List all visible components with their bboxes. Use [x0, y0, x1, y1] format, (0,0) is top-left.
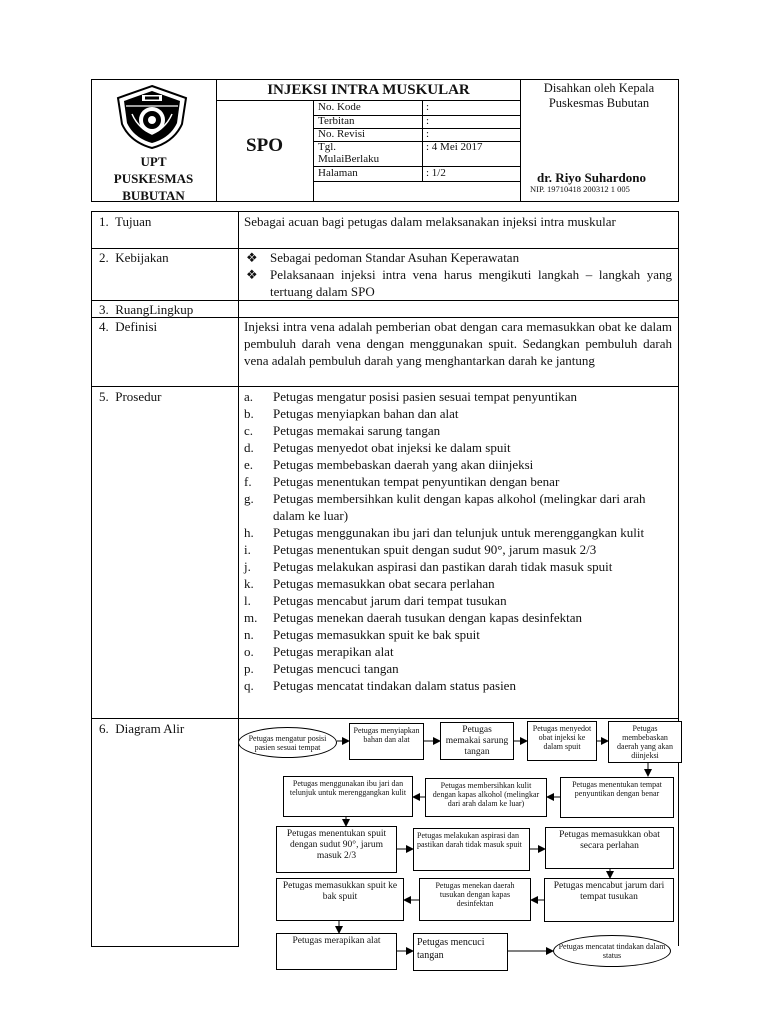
signer-nip: NIP. 19710418 200312 1 005 — [530, 184, 630, 194]
list-item: b. Petugas menyiapkan bahan dan alat — [244, 406, 459, 421]
kebijakan-item-1: Sebagai pedoman Standar Asuhan Keperawatan — [270, 250, 520, 265]
list-item: f. Petugas menentukan tempat penyuntikan dengan benar — [244, 474, 560, 489]
list-item: g. Petugas membersihkan kulit dengan kapas alkohol (melingkar dari arah dalam ke luar) — [244, 491, 646, 523]
list-item: n. Petugas memasukkan spuit ke bak spuit — [244, 627, 480, 642]
list-item: m. Petugas menekan daerah tusukan dengan kapas desinfektan — [244, 610, 583, 625]
list-item: j. Petugas melakukan aspirasi dan pastikan darah tidak masuk spuit — [244, 559, 613, 574]
list-item: h. Petugas menggunakan ibu jari dan telunjuk untuk merenggangkan kulit — [244, 525, 645, 540]
approval-line1: Disahkan oleh Kepala — [543, 81, 655, 95]
section-label-kebijakan: 2. Kebijakan — [99, 250, 169, 265]
kebijakan-item-2: Pelaksanaan injeksi intra vena harus mengikuti langkah – langkah yang tertuang dalam SPO — [270, 267, 672, 299]
flow-node: Petugas memasukkan obat secara perlahan — [545, 827, 674, 869]
diamond-bullet-icon: ❖ — [246, 267, 258, 282]
section-label-ruang-lingkup: 3. RuangLingkup — [99, 302, 194, 317]
spo-label: SPO — [246, 135, 283, 156]
tujuan-text: Sebagai acuan bagi petugas dalam melaksanakan injeksi intra muskular — [244, 214, 616, 229]
field-label-tgl: Tgl. — [318, 141, 337, 153]
flow-end-node: Petugas mencatat tindakan dalam status — [553, 935, 671, 967]
flow-node: Petugas merapikan alat — [276, 933, 397, 970]
flow-node: Petugas memasukkan spuit ke bak spuit — [276, 878, 404, 921]
field-value-tgl: : 4 Mei 2017 — [426, 141, 483, 153]
list-item: d. Petugas menyedot obat injeksi ke dalam spuit — [244, 440, 511, 455]
list-item: a. Petugas mengatur posisi pasien sesuai tempat penyuntikan — [244, 389, 577, 404]
document-title: INJEKSI INTRA MUSKULAR — [267, 82, 470, 98]
org-name-line2: PUSKESMAS — [113, 171, 194, 186]
flow-node: Petugas menentukan spuit dengan sudut 90°, jarum masuk 2/3 — [276, 826, 397, 873]
flow-node: Petugas memakai sarung tangan — [440, 722, 514, 760]
list-item: i. Petugas menentukan spuit dengan sudut 90°, jarum masuk 2/3 — [244, 542, 597, 557]
approval-line2: Puskesmas Bubutan — [548, 96, 650, 110]
field-label-kode: No. Kode — [318, 101, 361, 113]
flow-start-node: Petugas mengatur posisi pasien sesuai tempat — [238, 727, 337, 758]
list-item: e. Petugas membebaskan daerah yang akan diinjeksi — [244, 457, 534, 472]
field-label-halaman: Halaman — [318, 167, 358, 179]
list-item: o. Petugas merapikan alat — [244, 644, 394, 659]
field-value-halaman: : 1/2 — [426, 167, 446, 179]
definisi-text: Injeksi intra vena adalah pemberian obat dengan cara memasukkan obat ke dalam pembuluh darah vena dengan menggunakan spuit. Sedangkan pembuluh darah vena adalah pembuluh darah yang menghantarkan darah ke jantung — [244, 319, 672, 368]
flow-node: Petugas membebaskan daerah yang akan diinjeksi — [608, 721, 682, 763]
list-item: l. Petugas mencabut jarum dari tempat tusukan — [244, 593, 507, 608]
section-label-diagram-alir: 6. Diagram Alir — [99, 721, 185, 736]
field-label-mulaiberlaku: MulaiBerlaku — [318, 153, 380, 165]
field-value-kode: : — [426, 101, 430, 113]
flow-node: Petugas mencabut jarum dari tempat tusukan — [544, 878, 674, 922]
org-name-line3: BUBUTAN — [122, 188, 185, 203]
section-label-definisi: 4. Definisi — [99, 319, 158, 334]
list-item: k. Petugas memasukkan obat secara perlahan — [244, 576, 495, 591]
signer-name: dr. Riyo Suhardono — [537, 170, 646, 185]
section-label-tujuan: 1. Tujuan — [99, 214, 152, 229]
flow-node: Petugas menggunakan ibu jari dan telunjuk untuk merenggangkan kulit — [283, 776, 413, 817]
diamond-bullet-icon: ❖ — [246, 250, 258, 265]
org-name-line1: UPT — [140, 154, 167, 169]
flow-node: Petugas melakukan aspirasi dan pastikan darah tidak masuk spuit — [413, 828, 530, 871]
flow-node: Petugas menekan daerah tusukan dengan kapas desinfektan — [419, 878, 531, 921]
section-label-prosedur: 5. Prosedur — [99, 389, 162, 404]
flow-node: Petugas membersihkan kulit dengan kapas alkohol (melingkar dari arah dalam ke luar) — [425, 778, 547, 817]
flow-node: Petugas menyiapkan bahan dan alat — [349, 723, 424, 760]
field-value-terbitan: : — [426, 115, 430, 127]
list-item: p. Petugas mencuci tangan — [244, 661, 399, 676]
flow-node: Petugas menyedot obat injeksi ke dalam spuit — [527, 721, 597, 761]
list-item: q. Petugas mencatat tindakan dalam status pasien — [244, 678, 516, 693]
flow-node: Petugas menentukan tempat penyuntikan dengan benar — [560, 777, 674, 818]
list-item: c. Petugas memakai sarung tangan — [244, 423, 441, 438]
field-value-revisi: : — [426, 128, 430, 140]
field-label-revisi: No. Revisi — [318, 128, 366, 140]
flow-node: Petugas mencuci tangan — [413, 933, 508, 971]
field-label-terbitan: Terbitan — [318, 115, 355, 127]
